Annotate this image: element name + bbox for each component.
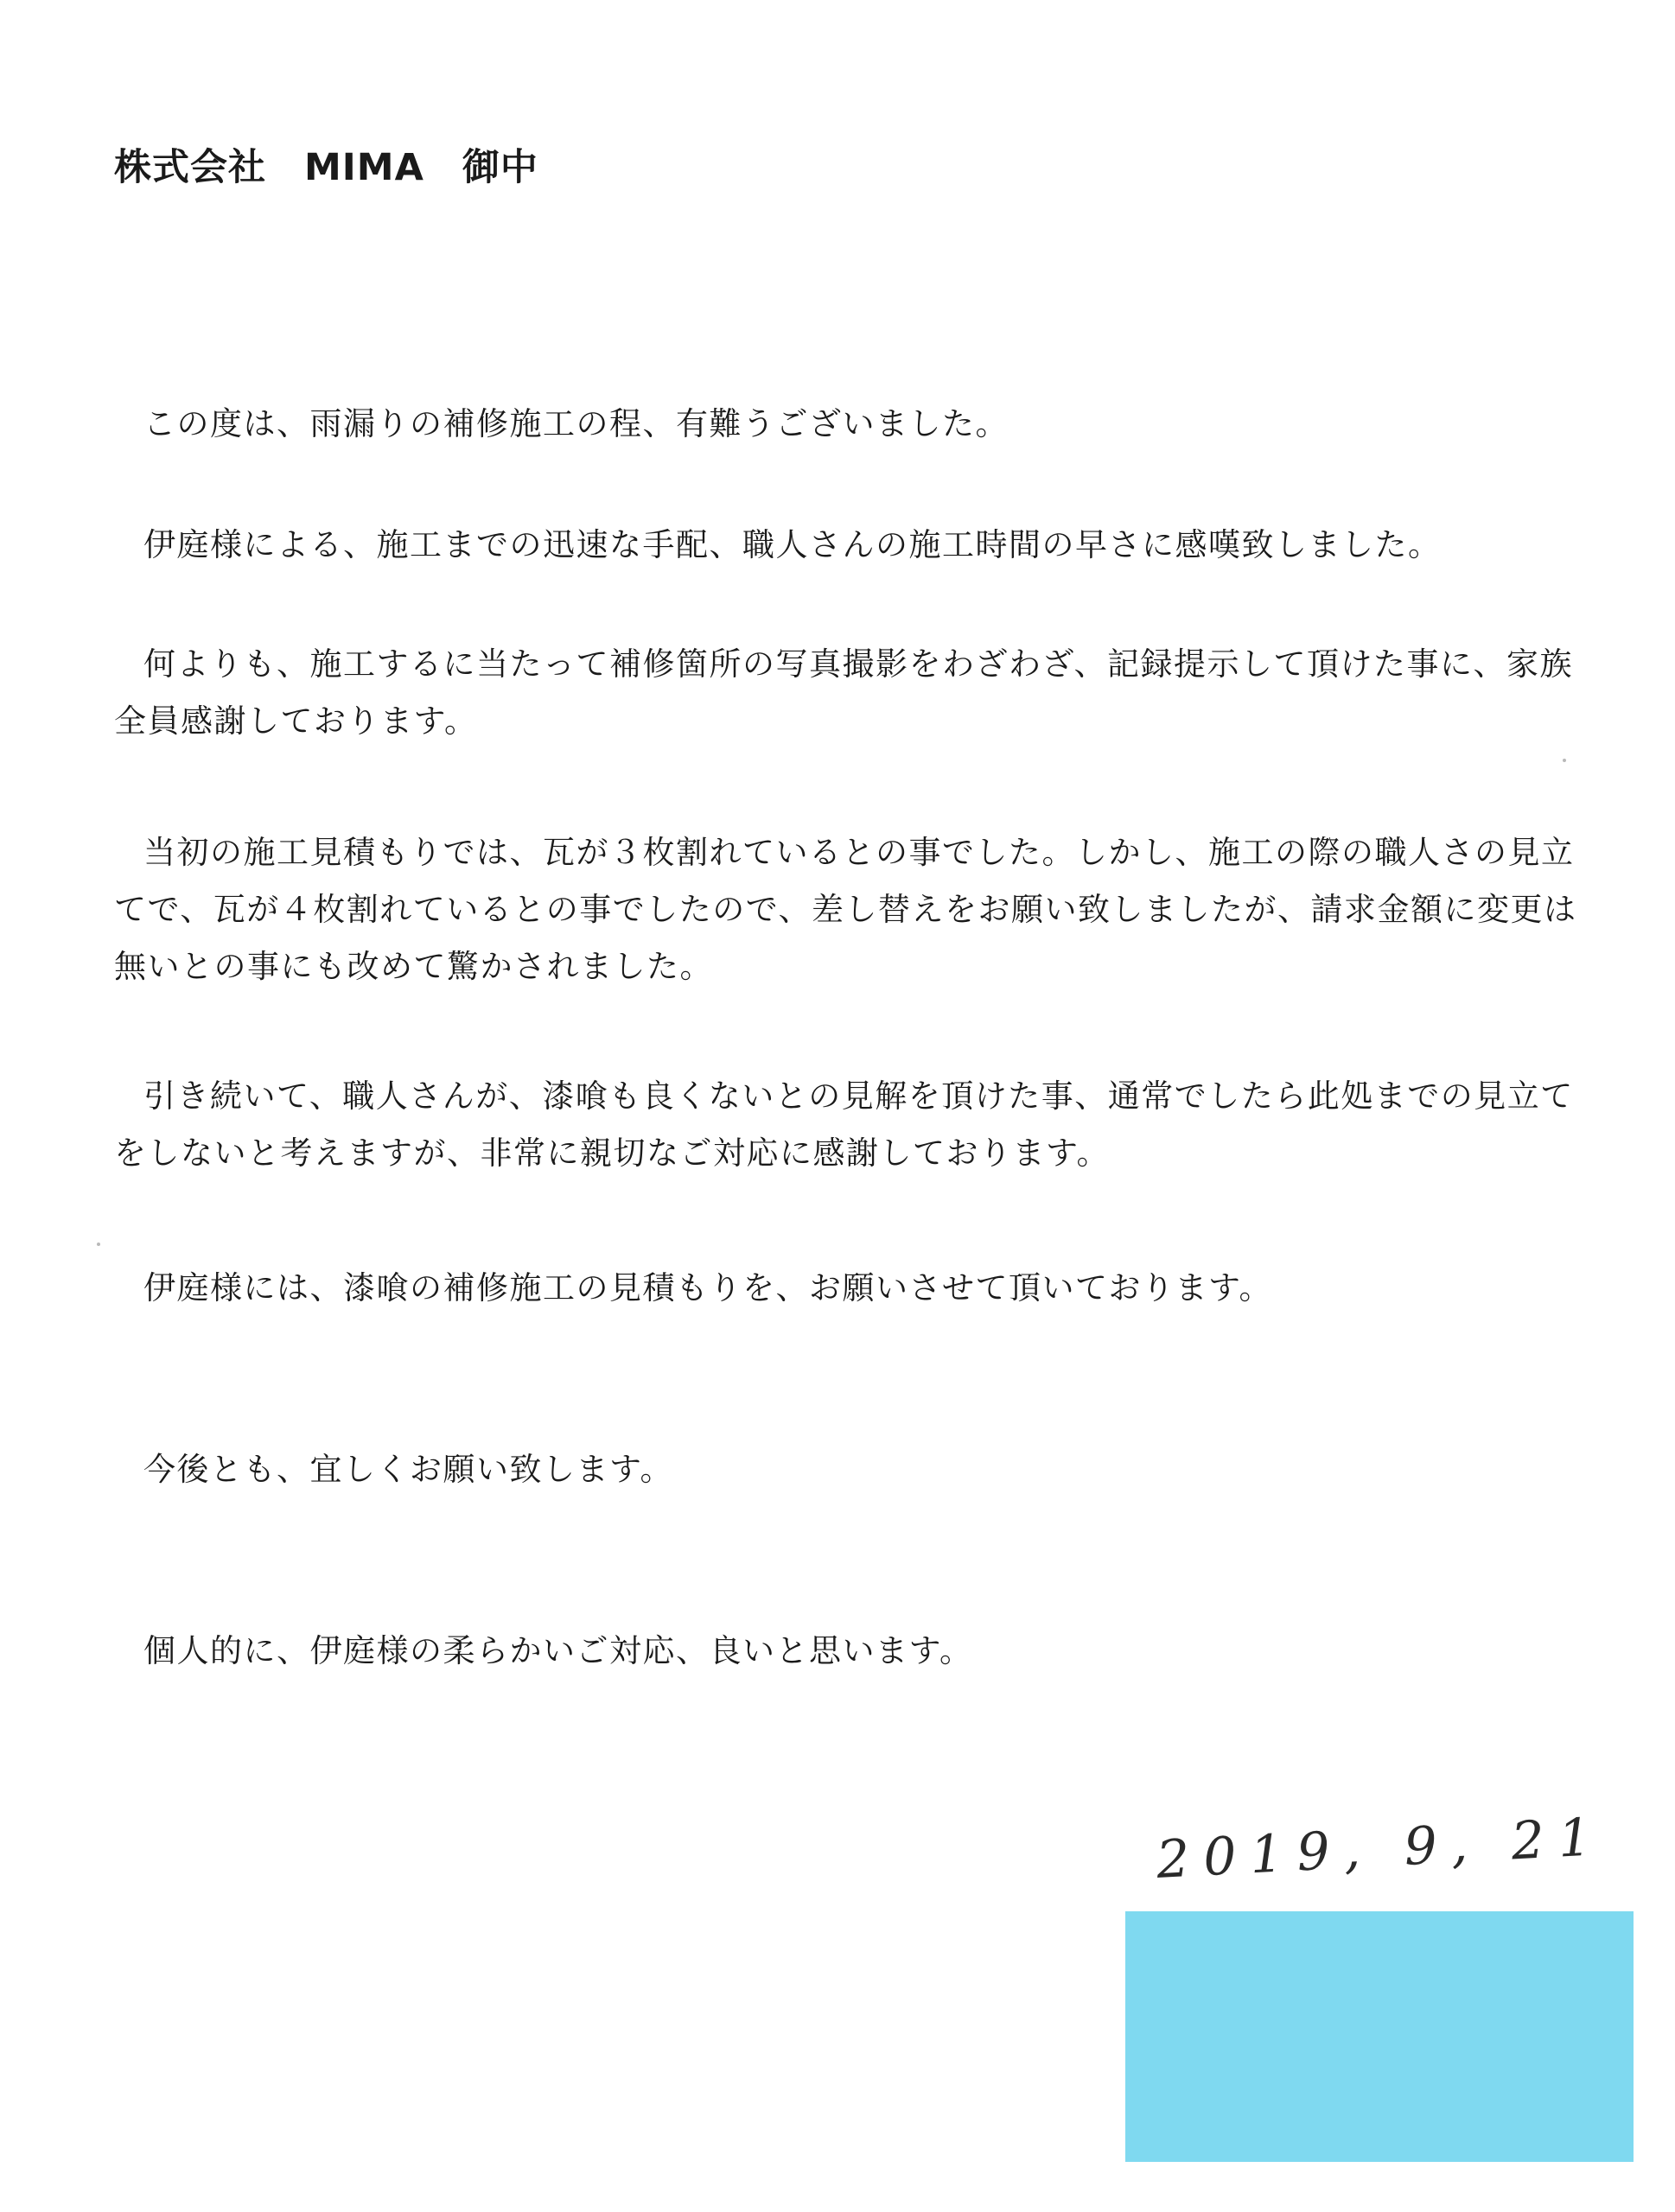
paragraph-regards: 今後とも、宜しくお願い致します。 (143, 1451, 674, 1488)
redaction-block (1125, 1911, 1634, 2162)
paragraph-photo-record: 何よりも、施工するに当たって補修箇所の写真撮影をわざわざ、記録提示して頂けた事に、家族全員感謝しております。 (114, 645, 1574, 740)
handwritten-date: 2019, 9, 21 (1155, 1806, 1607, 1891)
paragraph-plaster-assessment: 引き続いて、職人さんが、漆喰も良くないとの見解を頂けた事、通常でしたら此処までの見立てをしないと考えますが、非常に親切なご対応に感謝しております。 (114, 1077, 1574, 1172)
paragraph-personal-note: 個人的に、伊庭様の柔らかいご対応、良いと思います。 (143, 1632, 973, 1669)
paragraph-quick-arrangement: 伊庭様による、施工までの迅速な手配、職人さんの施工時間の早さに感嘆致しました。 (143, 526, 1442, 563)
scan-speck (97, 1243, 100, 1246)
scan-speck (1563, 759, 1566, 762)
addressee-heading: 株式会社 MIMA 御中 (114, 146, 538, 189)
paragraph-plaster-estimate: 伊庭様には、漆喰の補修施工の見積もりを、お願いさせて頂いております。 (143, 1269, 1273, 1306)
paragraph-thanks: この度は、雨漏りの補修施工の程、有難うございました。 (143, 405, 1009, 442)
paragraph-roof-tiles: 当初の施工見積もりでは、瓦が３枚割れているとの事でした。しかし、施工の際の職人さの見立てで、瓦が４枚割れているとの事でしたので、差し替えをお願い致しましたが、請求金額に変更は無いとの事にも改めて驚かされました。 (114, 834, 1577, 985)
